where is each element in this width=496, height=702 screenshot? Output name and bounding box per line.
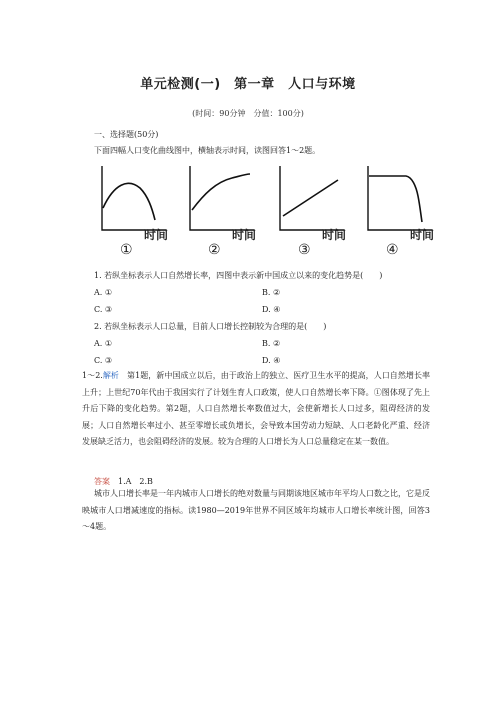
- q1-option-d: D. ④: [262, 305, 281, 314]
- explanation: [82, 368, 430, 451]
- q2-option-a: A. ①: [94, 339, 113, 348]
- question-2: 2. 若纵坐标表示人口总量，目前人口增长控制较为合理的是( ): [94, 322, 327, 331]
- axes: [280, 166, 344, 230]
- panel-number: ①: [120, 242, 133, 258]
- section-heading: 一、选择题(50分): [94, 130, 159, 139]
- curve: [103, 183, 155, 220]
- curve-panel-4: [360, 160, 434, 260]
- q1-option-b: B. ②: [262, 288, 281, 297]
- panel-number: ③: [298, 242, 311, 258]
- x-axis-label: 时间: [143, 228, 168, 242]
- curve: [283, 180, 338, 216]
- x-axis-label: 时间: [321, 228, 346, 242]
- curve-panel-1: [94, 160, 168, 260]
- population-curve-figure: [94, 160, 434, 260]
- page-title: 单元检测(一) 第一章 人口与环境: [140, 77, 356, 92]
- section-intro: 下面四幅人口变化曲线图中，横轴表示时间，读图回答1～2题。: [94, 146, 321, 155]
- curve-panel-3: [272, 160, 346, 260]
- curve-panel-2: [182, 160, 256, 260]
- passage: 城市人口增长率是一年内城市人口增长的绝对数量与同期该地区城市年平均人口数之比，它是反映城市人口增减速度的指标。读1980—2019年世界不同区域年均城市人口增长率统计图，回答3～4题。: [82, 489, 430, 531]
- q2-option-c: C. ③: [94, 356, 113, 365]
- explanation-tag: 解析: [102, 371, 119, 380]
- page-subtitle: (时间：90分钟 分值：100分): [192, 109, 304, 118]
- curve: [369, 176, 422, 222]
- explanation-text: 第1题，新中国成立以后，由于政治上的独立、医疗卫生水平的提高，人口自然增长率上升；上世纪70年代由于我国实行了计划生育人口政策，使人口自然增长率下降。①图体现了先上升后下降的变化趋势。第2题，人口自然增长率数值过大，会使新增长人口过多，阻碍经济的发展；人口自然增长率过小、甚至零增长或负增长，会导致本国劳动力短缺、人口老龄化严重、经济发展缺乏活力，也会阻碍经济的发展。较为合理的人口增长为人口总量稳定在某一数值。: [82, 371, 431, 446]
- q2-option-b: B. ②: [262, 339, 281, 348]
- explanation-prefix: 1～2.: [82, 371, 103, 380]
- x-axis-label: 时间: [231, 228, 256, 242]
- answer-tag: 答案: [94, 477, 110, 486]
- q1-option-a: A. ①: [94, 288, 113, 297]
- x-axis-label: 时间: [409, 228, 434, 242]
- answer-text: 1.A 2.B: [118, 477, 153, 486]
- question-1: 1. 若纵坐标表示人口自然增长率，四图中表示新中国成立以来的变化趋势是( ): [94, 271, 383, 280]
- axes: [102, 166, 166, 230]
- panel-number: ④: [386, 242, 399, 258]
- q2-option-d: D. ④: [262, 356, 281, 365]
- q1-option-c: C. ③: [94, 305, 113, 314]
- curve: [192, 174, 250, 210]
- panel-number: ②: [208, 242, 221, 258]
